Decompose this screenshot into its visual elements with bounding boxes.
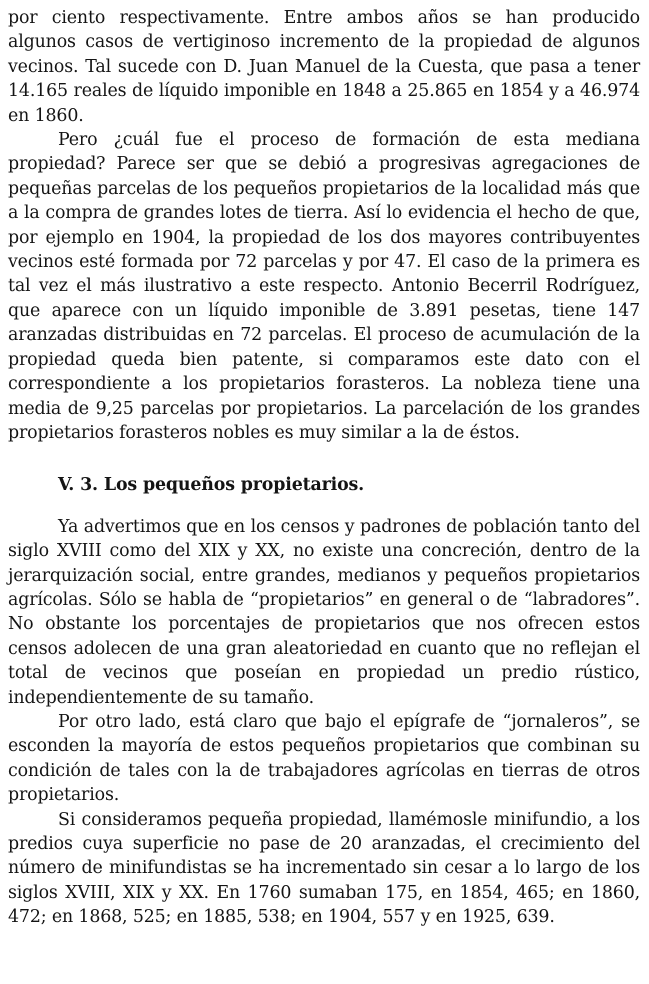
paragraph-medium-property-formation: Pero ¿cuál fue el proceso de formación de esta mediana propiedad? Parece ser que se debió a progresivas agregaciones de pequeñas parcelas de los pequeños propietarios de la localidad más que a la compra de grandes lotes de tierra. Así lo evidencia el hecho de que, por ejemplo en 1904, la propiedad de los dos mayores contribuyentes vecinos esté formada por 72 parcelas y por 47. El caso de la primera es tal vez el más ilustrativo a este respecto. Antonio Becerril Rodríguez, que aparece con un líquido imponible de 3.891 pesetas, tiene 147 aranzadas distribuidas en 72 parcelas. El proceso de acumulación de la propiedad queda bien patente, si comparamos este dato con el correspondiente a los propietarios forasteros. La nobleza tiene una media de 9,25 parcelas por propietarios. La parcelación de los grandes propietarios forasteros nobles es muy similar a la de éstos. [8,130,640,443]
section-heading: V. 3. Los pequeños propietarios. [58,475,365,496]
paragraph-continuation: por ciento respectivamente. Entre ambos años se han producido algunos casos de vertiginoso incremento de la propiedad de algunos vecinos. Tal sucede con D. Juan Manuel de la Cuesta, que pasa a tener 14.165 reales de líquido imponible en 1848 a 25.865 en 1854 y a 46.974 en 1860. [8,8,640,126]
paragraph-smallholdings-growth: Si consideramos pequeña propiedad, llamémosle minifundio, a los predios cuya superficie no pase de 20 aranzadas, el crecimiento del número de minifundistas se ha incrementado sin cesar a lo largo de los siglos XVIII, XIX y XX. En 1760 sumaban 175, en 1854, 465; en 1860, 472; en 1868, 525; en 1885, 538; en 1904, 557 y en 1925, 639. [8,809,640,928]
document-page [8,6,640,930]
paragraph-census-records: Ya advertimos que en los censos y padrones de población tanto del siglo XVIII como del XIX y XX, no existe una concreción, dentro de la jerarquización social, entre grandes, medianos y pequeños propietarios agrícolas. Sólo se habla de “propietarios” en general o de “labradores”. No obstante los porcentajes de propietarios que nos ofrecen estos censos adolecen de una gran aleatoriedad en cuanto que no reflejan el total de vecinos que poseían en propiedad un predio rústico, independientemente de su tamaño. [8,516,640,708]
paragraph-day-laborers: Por otro lado, está claro que bajo el epígrafe de “jornaleros”, se esconden la mayoría de estos pequeños propietarios que combinan su condición de tales con la de trabajadores agrícolas en tierras de otros propietarios. [8,711,640,806]
